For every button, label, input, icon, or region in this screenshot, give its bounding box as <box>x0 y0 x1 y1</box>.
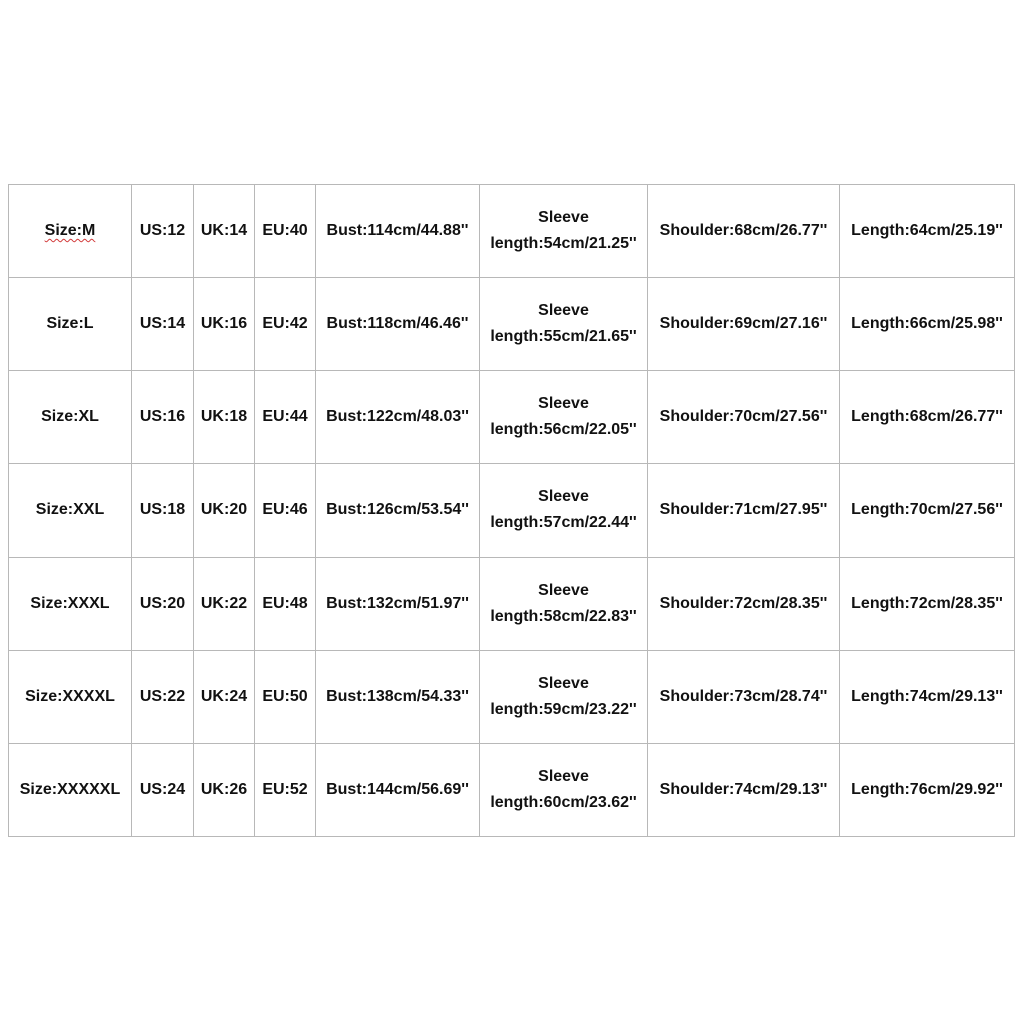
us-size-cell <box>132 464 194 557</box>
size-cell <box>9 464 132 557</box>
eu-size-cell <box>255 743 316 836</box>
shoulder-cell <box>648 464 840 557</box>
us-size-cell-text: US:22 <box>139 687 186 705</box>
uk-size-cell <box>194 371 255 464</box>
length-cell <box>840 650 1015 743</box>
sleeve-length-cell <box>480 371 648 464</box>
us-size-cell-text: US:14 <box>139 315 186 333</box>
bust-cell-text: Bust:132cm/51.97'' <box>326 594 469 612</box>
size-cell-text: Size:XXL <box>35 501 105 519</box>
length-cell <box>840 185 1015 278</box>
size-row <box>9 278 1015 371</box>
uk-size-cell <box>194 278 255 371</box>
eu-size-cell-text: EU:50 <box>262 687 308 705</box>
uk-size-cell-text: UK:18 <box>200 408 248 426</box>
us-size-cell-text: US:18 <box>139 501 186 519</box>
size-cell-text: Size:XL <box>41 408 99 426</box>
size-chart-body <box>9 185 1015 837</box>
us-size-cell <box>132 650 194 743</box>
size-row <box>9 371 1015 464</box>
size-cell <box>9 185 132 278</box>
length-cell-text: Length:64cm/25.19'' <box>851 222 1003 240</box>
uk-size-cell <box>194 557 255 650</box>
sleeve-length-value: length:54cm/21.25'' <box>490 235 637 253</box>
size-row <box>9 650 1015 743</box>
length-cell-text: Length:68cm/26.77'' <box>851 408 1003 426</box>
size-row <box>9 185 1015 278</box>
size-cell-text: Size:L <box>46 315 94 333</box>
uk-size-cell-text: UK:20 <box>200 501 248 519</box>
us-size-cell-text: US:16 <box>139 408 186 426</box>
length-cell-text: Length:76cm/29.92'' <box>851 780 1003 798</box>
length-cell-text: Length:66cm/25.98'' <box>851 315 1003 333</box>
eu-size-cell-text: EU:48 <box>262 594 308 612</box>
eu-size-cell <box>255 278 316 371</box>
bust-cell-text: Bust:144cm/56.69'' <box>326 780 469 798</box>
shoulder-cell-text: Shoulder:70cm/27.56'' <box>659 408 828 426</box>
eu-size-cell-text: EU:52 <box>262 780 308 798</box>
bust-cell-text: Bust:118cm/46.46'' <box>326 315 469 333</box>
eu-size-cell-text: EU:44 <box>262 408 308 426</box>
sleeve-length-cell <box>480 185 648 278</box>
shoulder-cell-text: Shoulder:73cm/28.74'' <box>659 687 828 705</box>
bust-cell <box>316 278 480 371</box>
bust-cell-text: Bust:114cm/44.88'' <box>326 222 469 240</box>
uk-size-cell <box>194 650 255 743</box>
shoulder-cell <box>648 371 840 464</box>
uk-size-cell <box>194 743 255 836</box>
length-cell <box>840 557 1015 650</box>
length-cell-text: Length:72cm/28.35'' <box>851 594 1003 612</box>
size-cell-text: Size:M <box>44 222 96 240</box>
us-size-cell <box>132 185 194 278</box>
eu-size-cell <box>255 464 316 557</box>
size-chart-table <box>8 184 1015 837</box>
bust-cell-text: Bust:138cm/54.33'' <box>326 687 469 705</box>
uk-size-cell-text: UK:26 <box>200 780 248 798</box>
us-size-cell-text: US:20 <box>139 594 186 612</box>
eu-size-cell <box>255 371 316 464</box>
size-row <box>9 557 1015 650</box>
sleeve-length-cell <box>480 557 648 650</box>
bust-cell <box>316 743 480 836</box>
sleeve-length-cell <box>480 743 648 836</box>
shoulder-cell <box>648 185 840 278</box>
length-cell <box>840 464 1015 557</box>
shoulder-cell-text: Shoulder:69cm/27.16'' <box>659 315 828 333</box>
shoulder-cell-text: Shoulder:72cm/28.35'' <box>659 594 828 612</box>
shoulder-cell <box>648 743 840 836</box>
sleeve-label: Sleeve <box>538 581 589 599</box>
sleeve-length-value: length:59cm/23.22'' <box>490 700 637 718</box>
shoulder-cell-text: Shoulder:68cm/26.77'' <box>659 222 828 240</box>
us-size-cell <box>132 743 194 836</box>
sleeve-length-value: length:55cm/21.65'' <box>490 328 637 346</box>
us-size-cell <box>132 278 194 371</box>
shoulder-cell <box>648 557 840 650</box>
bust-cell <box>316 185 480 278</box>
size-cell-text: Size:XXXXL <box>25 687 115 705</box>
sleeve-length-value: length:56cm/22.05'' <box>490 421 637 439</box>
size-cell-text: Size:XXXXXL <box>19 780 121 798</box>
size-cell <box>9 650 132 743</box>
sleeve-length-cell <box>480 464 648 557</box>
uk-size-cell-text: UK:16 <box>200 315 248 333</box>
length-cell <box>840 371 1015 464</box>
bust-cell-text: Bust:126cm/53.54'' <box>326 501 469 519</box>
size-cell <box>9 743 132 836</box>
sleeve-length-value: length:60cm/23.62'' <box>490 793 637 811</box>
us-size-cell <box>132 557 194 650</box>
eu-size-cell-text: EU:42 <box>262 315 308 333</box>
eu-size-cell <box>255 557 316 650</box>
uk-size-cell-text: UK:24 <box>200 687 248 705</box>
bust-cell <box>316 464 480 557</box>
shoulder-cell <box>648 650 840 743</box>
bust-cell <box>316 557 480 650</box>
size-cell <box>9 557 132 650</box>
sleeve-label: Sleeve <box>538 209 589 227</box>
us-size-cell <box>132 371 194 464</box>
size-cell <box>9 278 132 371</box>
length-cell <box>840 278 1015 371</box>
bust-cell <box>316 371 480 464</box>
size-row <box>9 464 1015 557</box>
length-cell <box>840 743 1015 836</box>
length-cell-text: Length:74cm/29.13'' <box>851 687 1003 705</box>
sleeve-label: Sleeve <box>538 674 589 692</box>
sleeve-length-value: length:58cm/22.83'' <box>490 607 637 625</box>
us-size-cell-text: US:12 <box>139 222 186 240</box>
length-cell-text: Length:70cm/27.56'' <box>851 501 1003 519</box>
eu-size-cell-text: EU:40 <box>262 222 308 240</box>
size-cell <box>9 371 132 464</box>
sleeve-length-cell <box>480 278 648 371</box>
bust-cell <box>316 650 480 743</box>
sleeve-label: Sleeve <box>538 488 589 506</box>
bust-cell-text: Bust:122cm/48.03'' <box>326 408 469 426</box>
size-cell-text: Size:XXXL <box>30 594 110 612</box>
uk-size-cell-text: UK:22 <box>200 594 248 612</box>
shoulder-cell-text: Shoulder:71cm/27.95'' <box>659 501 828 519</box>
uk-size-cell <box>194 464 255 557</box>
us-size-cell-text: US:24 <box>139 780 186 798</box>
sleeve-label: Sleeve <box>538 767 589 785</box>
sleeve-label: Sleeve <box>538 302 589 320</box>
uk-size-cell <box>194 185 255 278</box>
eu-size-cell <box>255 185 316 278</box>
shoulder-cell <box>648 278 840 371</box>
sleeve-length-cell <box>480 650 648 743</box>
eu-size-cell <box>255 650 316 743</box>
shoulder-cell-text: Shoulder:74cm/29.13'' <box>659 780 828 798</box>
size-row <box>9 743 1015 836</box>
eu-size-cell-text: EU:46 <box>262 501 308 519</box>
sleeve-length-value: length:57cm/22.44'' <box>490 514 637 532</box>
uk-size-cell-text: UK:14 <box>200 222 248 240</box>
sleeve-label: Sleeve <box>538 395 589 413</box>
